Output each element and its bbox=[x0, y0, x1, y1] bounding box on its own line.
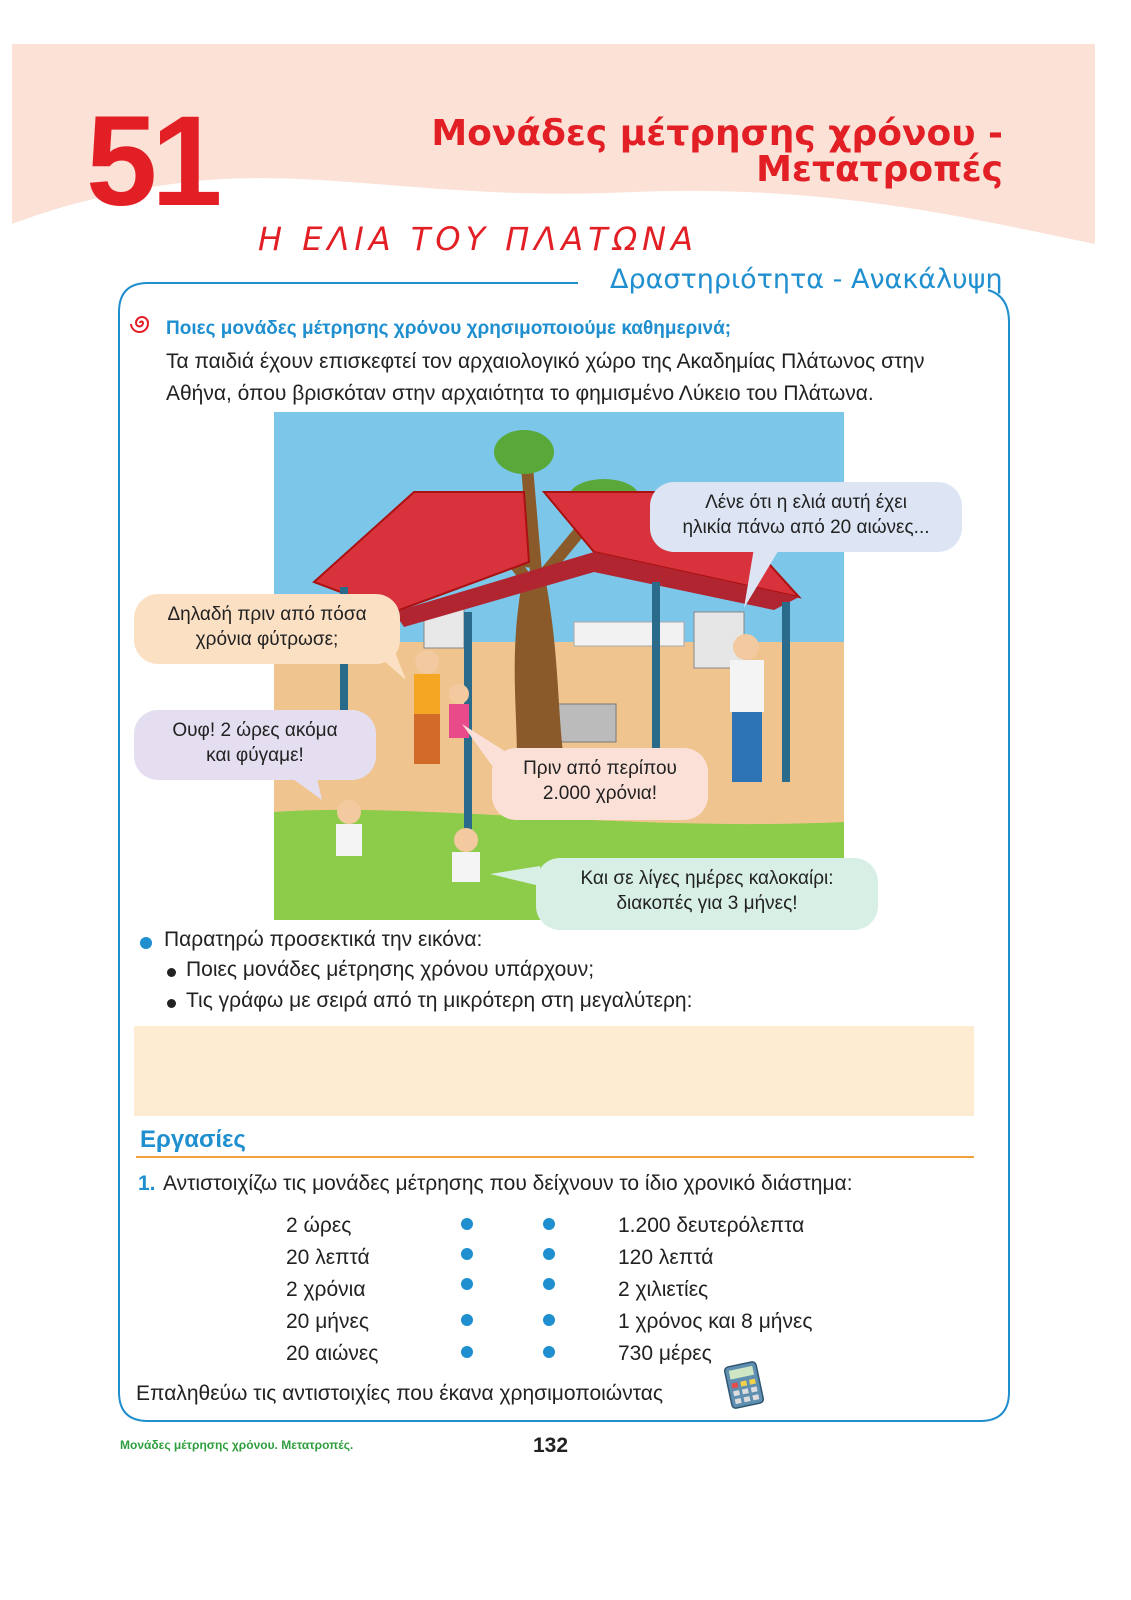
bubble-line: 2.000 χρόνια! bbox=[542, 783, 658, 804]
verify-text: Επαληθεύω τις αντιστοιχίες που έκανα χρησιμοποιώντας bbox=[136, 1382, 663, 1405]
observe-item-2: Τις γράφω με σειρά από τη μικρότερη στη μεγαλύτερη: bbox=[186, 989, 693, 1012]
section-label: Δραστηριότητα - Ανακάλυψη bbox=[610, 264, 1003, 295]
speech-bubble-hours bbox=[134, 710, 376, 780]
question-heading: Ποιες μονάδες μέτρησης χρόνου χρησιμοποιούμε καθημερινά; bbox=[166, 318, 732, 339]
lesson-title bbox=[431, 113, 1003, 190]
bubble-line: Δηλαδή πριν από πόσα bbox=[167, 604, 367, 625]
right-match-dot[interactable] bbox=[543, 1248, 555, 1260]
bubble-line: ηλικία πάνω από 20 αιώνες... bbox=[682, 517, 930, 538]
left-unit-1: 2 ώρες bbox=[286, 1214, 352, 1237]
bubble-tail bbox=[462, 724, 506, 774]
right-unit-4: 1 χρόνος και 8 μήνες bbox=[618, 1310, 813, 1333]
sub-bullet-dot bbox=[167, 968, 176, 977]
speech-bubble-years bbox=[492, 748, 708, 820]
speech-bubble-olive-age bbox=[650, 482, 962, 552]
page-number: 132 bbox=[533, 1434, 569, 1457]
lesson-title-line1: Μονάδες μέτρησης χρόνου - bbox=[431, 113, 1003, 154]
right-match-dot[interactable] bbox=[543, 1346, 555, 1358]
right-unit-2: 120 λεπτά bbox=[618, 1246, 714, 1269]
right-unit-1: 1.200 δευτερόλεπτα bbox=[618, 1214, 805, 1237]
exercise-instruction: Αντιστοιχίζω τις μονάδες μέτρησης που δείχνουν το ίδιο χρονικό διάστημα: bbox=[163, 1172, 853, 1195]
left-unit-2: 20 λεπτά bbox=[286, 1246, 370, 1269]
intro-line-2: Αθήνα, όπου βρισκόταν στην αρχαιότητα το φημισμένο Λύκειο του Πλάτωνα. bbox=[166, 382, 874, 405]
observe-lead: Παρατηρώ προσεκτικά την εικόνα: bbox=[164, 928, 483, 951]
right-match-dot[interactable] bbox=[543, 1278, 555, 1290]
left-unit-3: 2 χρόνια bbox=[286, 1278, 366, 1301]
left-match-dot[interactable] bbox=[461, 1314, 473, 1326]
exercises-divider bbox=[136, 1156, 974, 1158]
left-match-dot[interactable] bbox=[461, 1278, 473, 1290]
exercises-heading: Εργασίες bbox=[140, 1126, 246, 1153]
bubble-line: Λένε ότι η ελιά αυτή έχει bbox=[705, 492, 907, 513]
spiral-icon bbox=[130, 312, 152, 334]
left-unit-5: 20 αιώνες bbox=[286, 1342, 379, 1365]
story-title: Η ΕΛΙΑ ΤΟΥ ΠΛΑΤΩΝΑ bbox=[258, 220, 698, 258]
intro-text bbox=[166, 346, 996, 410]
bubble-line: Και σε λίγες ημέρες καλοκαίρι: bbox=[580, 868, 834, 889]
intro-line-1: Τα παιδιά έχουν επισκεφτεί τον αρχαιολογικό χώρο της Ακαδημίας Πλάτωνος στην bbox=[166, 350, 925, 373]
right-match-dot[interactable] bbox=[543, 1218, 555, 1230]
exercise-number: 1. bbox=[138, 1172, 156, 1195]
right-unit-5: 730 μέρες bbox=[618, 1342, 712, 1365]
bubble-line: χρόνια φύτρωσε; bbox=[195, 629, 339, 650]
sub-bullet-dot bbox=[167, 999, 176, 1008]
observe-item-1: Ποιες μονάδες μέτρησης χρόνου υπάρχουν; bbox=[186, 958, 595, 981]
lesson-number: 51 bbox=[86, 90, 217, 233]
bubble-tail bbox=[490, 866, 540, 886]
calculator-icon bbox=[722, 1360, 766, 1410]
bubble-line: και φύγαμε! bbox=[206, 745, 304, 766]
lesson-title-line2: Μετατροπές bbox=[756, 149, 1003, 190]
bubble-line: Πριν από περίπου bbox=[523, 758, 677, 779]
bullet-dot bbox=[140, 937, 152, 949]
speech-bubble-summer bbox=[536, 858, 878, 930]
left-unit-4: 20 μήνες bbox=[286, 1310, 369, 1333]
bubble-tail bbox=[360, 640, 406, 680]
bubble-line: διακοπές για 3 μήνες! bbox=[616, 893, 798, 914]
right-match-dot[interactable] bbox=[543, 1314, 555, 1326]
right-unit-3: 2 χιλιετίες bbox=[618, 1278, 709, 1301]
bubble-tail bbox=[744, 548, 784, 608]
footer-title: Μονάδες μέτρησης χρόνου. Μετατροπές. bbox=[120, 1438, 354, 1452]
left-match-dot[interactable] bbox=[461, 1218, 473, 1230]
bubble-line: Ουφ! 2 ώρες ακόμα bbox=[172, 720, 338, 741]
left-match-dot[interactable] bbox=[461, 1248, 473, 1260]
bubble-tail bbox=[286, 774, 326, 800]
answer-box[interactable] bbox=[134, 1026, 974, 1116]
left-match-dot[interactable] bbox=[461, 1346, 473, 1358]
